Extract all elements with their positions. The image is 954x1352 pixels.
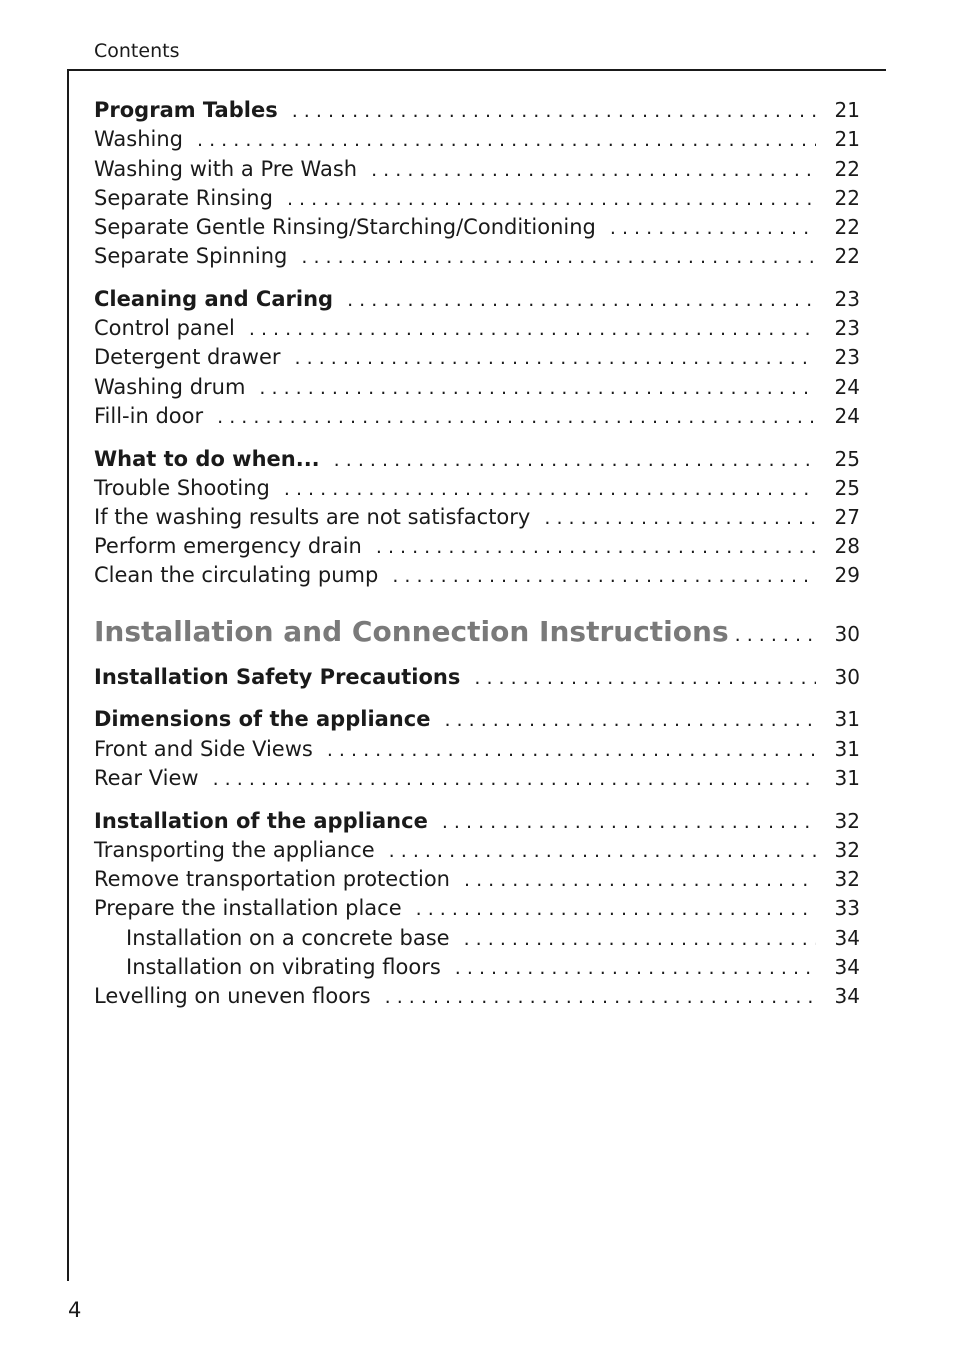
toc-entry-label: Washing: [94, 127, 184, 151]
toc-entry-page: 23: [834, 345, 860, 369]
toc-entry-page: 22: [834, 244, 860, 268]
dot-leader: [544, 503, 816, 533]
toc-entry-page: 33: [834, 896, 860, 920]
header-rule: [68, 69, 886, 71]
dot-leader: [464, 924, 816, 954]
dot-leader: [197, 125, 816, 155]
toc-entry[interactable]: [94, 213, 860, 242]
toc-entry-label: Rear View: [94, 766, 199, 790]
toc-entry-label: Separate Rinsing: [94, 186, 273, 210]
dot-leader: [327, 735, 816, 765]
toc-entry-label: Program Tables: [94, 98, 278, 122]
toc-entry[interactable]: [94, 982, 860, 1011]
dot-leader: [295, 343, 816, 373]
toc-entry-label: What to do when...: [94, 447, 320, 471]
dot-leader: [213, 764, 816, 794]
dot-leader: [287, 184, 816, 214]
toc-entry[interactable]: [94, 764, 860, 793]
toc-entry[interactable]: [94, 561, 860, 590]
dot-leader: [392, 561, 816, 591]
dot-leader: [464, 865, 816, 895]
toc-entry[interactable]: [94, 894, 860, 923]
toc-entry-label: Clean the circulating pump: [94, 563, 379, 587]
toc-entry-page: 21: [834, 127, 860, 151]
toc-entry-page: 34: [834, 955, 860, 979]
dot-leader: [259, 373, 816, 403]
toc-entry-page: 27: [834, 505, 860, 529]
toc-entry[interactable]: [94, 705, 860, 734]
toc-entry-label: Control panel: [94, 316, 235, 340]
toc-entry-label: Dimensions of the appliance: [94, 707, 431, 731]
toc-entry[interactable]: [94, 96, 860, 125]
toc-entry[interactable]: [94, 865, 860, 894]
toc-entry-label: Remove transportation protection: [94, 867, 450, 891]
running-header: Contents: [94, 40, 180, 62]
toc-entry-page: 30: [834, 622, 860, 646]
toc-entry-page: 25: [834, 447, 860, 471]
dot-leader: [610, 213, 816, 243]
toc-entry[interactable]: [94, 242, 860, 271]
toc-entry[interactable]: [94, 735, 860, 764]
toc-entry-page: 34: [834, 926, 860, 950]
toc-entry-page: 29: [834, 563, 860, 587]
toc-entry-page: 23: [834, 316, 860, 340]
toc-entry-label: Installation on a concrete base: [126, 926, 450, 950]
toc-entry[interactable]: [94, 285, 860, 314]
toc-entry-label: Front and Side Views: [94, 737, 313, 761]
dot-leader: [376, 532, 816, 562]
toc-entry[interactable]: [94, 953, 860, 982]
toc-entry-page: 21: [834, 98, 860, 122]
toc-entry-label: Washing drum: [94, 375, 246, 399]
toc-entry-page: 32: [834, 838, 860, 862]
toc-entry[interactable]: [94, 807, 860, 836]
toc-entry-label: Cleaning and Caring: [94, 287, 334, 311]
toc-entry[interactable]: [94, 402, 860, 431]
toc-entry[interactable]: [94, 663, 860, 692]
dot-leader: [474, 663, 816, 693]
dot-leader: [334, 445, 816, 475]
dot-leader: [442, 807, 816, 837]
toc-entry-label: Detergent drawer: [94, 345, 281, 369]
toc-entry-page: 24: [834, 375, 860, 399]
toc-entry-page: 22: [834, 186, 860, 210]
dot-leader: [444, 705, 816, 735]
toc-entry-page: 31: [834, 737, 860, 761]
margin-rule: [67, 69, 69, 1281]
toc-entry-label: Transporting the appliance: [94, 838, 375, 862]
toc-entry-label: Washing with a Pre Wash: [94, 157, 358, 181]
dot-leader: [301, 242, 816, 272]
dot-leader: [735, 616, 816, 653]
toc-entry-page: 28: [834, 534, 860, 558]
toc-entry-label: Installation Safety Precautions: [94, 665, 461, 689]
dot-leader: [217, 402, 816, 432]
toc-major-heading[interactable]: [94, 614, 860, 650]
toc-entry-label: If the washing results are not satisfactory: [94, 505, 531, 529]
toc-entry[interactable]: [94, 503, 860, 532]
toc-entry-label: Installation of the appliance: [94, 809, 428, 833]
toc-entry-label: Separate Spinning: [94, 244, 288, 268]
toc-entry-label: Perform emergency drain: [94, 534, 362, 558]
dot-leader: [284, 474, 816, 504]
toc-entry-page: 22: [834, 157, 860, 181]
dot-leader: [385, 982, 816, 1012]
toc-entry[interactable]: [94, 924, 860, 953]
dot-leader: [249, 314, 816, 344]
toc-entry-label: Trouble Shooting: [94, 476, 270, 500]
toc-entry-page: 32: [834, 867, 860, 891]
toc-entry[interactable]: [94, 155, 860, 184]
dot-leader: [389, 836, 816, 866]
toc-entry-page: 24: [834, 404, 860, 428]
toc-entry-label: Levelling on uneven floors: [94, 984, 371, 1008]
toc-entry-page: 34: [834, 984, 860, 1008]
dot-leader: [371, 155, 816, 185]
page-number: 4: [68, 1298, 82, 1322]
toc-entry-page: 32: [834, 809, 860, 833]
toc-entry[interactable]: [94, 184, 860, 213]
toc-entry[interactable]: [94, 343, 860, 372]
toc-entry-page: 31: [834, 766, 860, 790]
toc-entry-page: 31: [834, 707, 860, 731]
toc-entry-page: 30: [834, 665, 860, 689]
toc-entry[interactable]: [94, 125, 860, 154]
toc-entry[interactable]: [94, 445, 860, 474]
toc-entry-label: Separate Gentle Rinsing/Starching/Conditioning: [94, 215, 596, 239]
toc-entry[interactable]: [94, 474, 860, 503]
dot-leader: [455, 953, 816, 983]
toc-entry-label: Installation and Connection Instructions: [94, 615, 729, 648]
toc-entry-page: 22: [834, 215, 860, 239]
toc-entry-label: Installation on vibrating floors: [126, 955, 441, 979]
dot-leader: [292, 96, 816, 126]
toc-entry-page: 25: [834, 476, 860, 500]
toc-entry[interactable]: [94, 314, 860, 343]
dot-leader: [347, 285, 816, 315]
toc-entry[interactable]: [94, 836, 860, 865]
toc-entry[interactable]: [94, 373, 860, 402]
toc-entry-page: 23: [834, 287, 860, 311]
toc-entry[interactable]: [94, 532, 860, 561]
toc-entry-label: Prepare the installation place: [94, 896, 402, 920]
dot-leader: [416, 894, 816, 924]
toc-entry-label: Fill-in door: [94, 404, 204, 428]
